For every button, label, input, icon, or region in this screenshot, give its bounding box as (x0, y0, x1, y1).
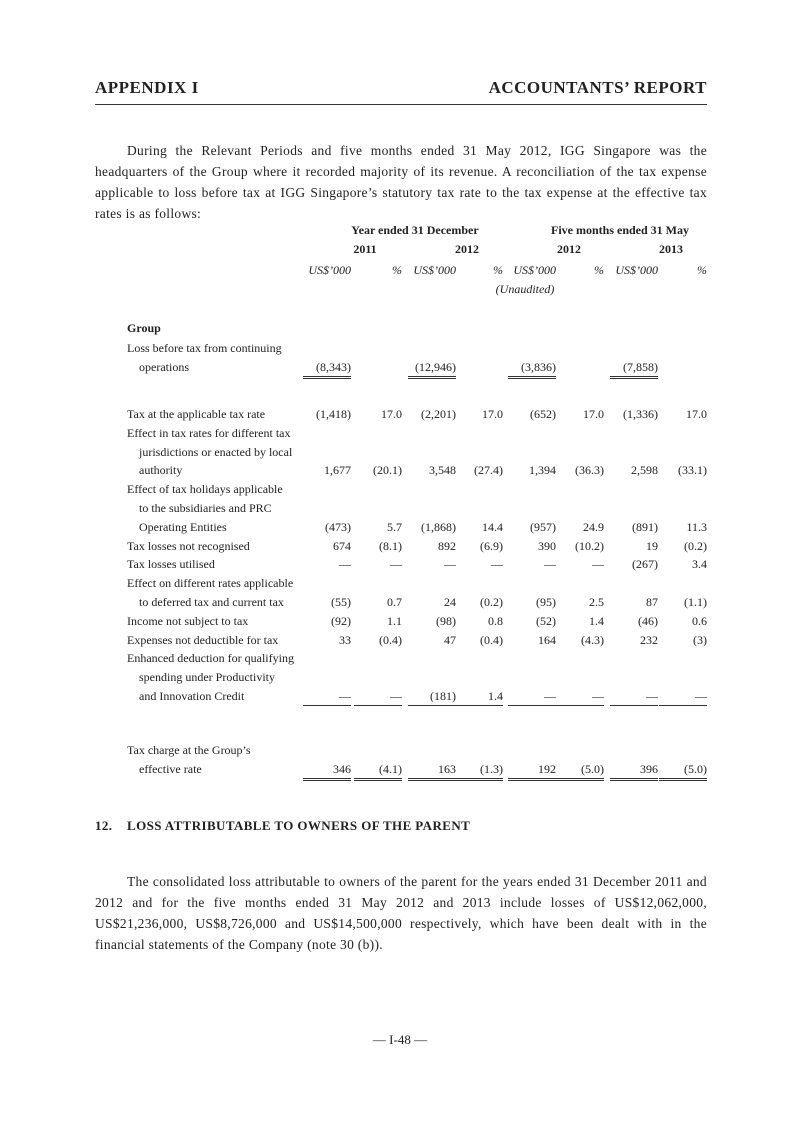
row-label: Loss before tax from continuing (127, 341, 282, 355)
row-value: 1,677 (324, 463, 351, 478)
header-unit: % (493, 263, 503, 277)
row-value: (891) (632, 519, 658, 534)
row-value: 14.4 (482, 519, 503, 534)
row-value: — (491, 557, 503, 572)
row-value: (1,418) (316, 407, 351, 421)
loss-value: (8,343) (303, 359, 351, 379)
total-value: (5.0) (556, 761, 604, 781)
row-value: (0.2) (480, 595, 503, 609)
row-value: 390 (538, 538, 556, 553)
total-value: 396 (610, 761, 658, 781)
row-label: spending under Productivity (139, 670, 275, 685)
row-value: 0.6 (692, 613, 707, 628)
row-value: (6.9) (480, 538, 503, 553)
row-value: — (354, 688, 402, 706)
row-value: 892 (438, 538, 456, 553)
row-value: (1,868) (421, 519, 456, 534)
total-label: Tax charge at the Group’s (127, 743, 251, 757)
row-value: (473) (325, 519, 351, 534)
row-value: 2,598 (631, 463, 658, 478)
row-label: to deferred tax and current tax (139, 595, 284, 609)
section-title: LOSS ATTRIBUTABLE TO OWNERS OF THE PARENT (127, 818, 471, 833)
row-value: (3) (693, 632, 707, 647)
header-year-ended: Year ended 31 December (351, 223, 479, 237)
row-value: 24 (444, 595, 456, 609)
row-value: (4.3) (581, 632, 604, 647)
row-value: 11.3 (686, 519, 707, 534)
row-label: authority (139, 463, 183, 478)
total-value: (1.3) (455, 761, 503, 781)
row-value: 0.8 (488, 613, 503, 628)
row-label: Operating Entities (139, 519, 227, 534)
row-value: (20.1) (373, 463, 402, 478)
row-value: — (610, 688, 658, 706)
row-value: 3,548 (429, 463, 456, 478)
row-value: (652) (530, 407, 556, 421)
row-value: (267) (632, 557, 658, 572)
row-value: 19 (646, 538, 658, 553)
row-value: — (592, 557, 604, 572)
row-value: — (339, 557, 351, 572)
row-value: — (556, 688, 604, 706)
row-label: jurisdictions or enacted by local (139, 444, 293, 459)
row-label: Tax losses not recognised (127, 538, 250, 553)
loss-value: (3,836) (508, 359, 556, 379)
loss-value: (7,858) (610, 359, 658, 379)
row-value: 164 (538, 632, 556, 647)
row-label: Effect of tax holidays applicable (127, 482, 283, 497)
row-value: 0.7 (387, 595, 402, 609)
row-value: 24.9 (583, 519, 604, 534)
row-label: and Innovation Credit (139, 689, 245, 703)
row-value: 674 (333, 538, 351, 553)
row-value: (46) (638, 613, 658, 628)
header-unit: % (594, 263, 604, 277)
row-value: 17.0 (686, 407, 707, 421)
row-value: 1.1 (387, 613, 402, 628)
row-value: (95) (536, 595, 556, 609)
row-value: (27.4) (474, 463, 503, 478)
header-unaudited: (Unaudited) (495, 282, 555, 296)
header-year: 2013 (659, 242, 683, 256)
header-unit: % (392, 263, 402, 277)
row-label: Tax at the applicable tax rate (127, 407, 266, 421)
row-value: (98) (436, 613, 456, 628)
row-value: 33 (339, 632, 351, 647)
row-value: 1.4 (455, 688, 503, 706)
row-label: Income not subject to tax (127, 613, 249, 628)
header-unit: US$’000 (513, 263, 556, 277)
row-value: 2.5 (589, 595, 604, 609)
row-value: (0.4) (480, 632, 503, 647)
row-value: — (303, 688, 351, 706)
section-heading (95, 818, 470, 834)
header-unit: US$’000 (615, 263, 658, 277)
row-value: (92) (331, 613, 351, 628)
row-value: (33.1) (678, 463, 707, 478)
row-value: (0.4) (379, 632, 402, 647)
row-value: 232 (640, 632, 658, 647)
row-value: 1.4 (589, 613, 604, 628)
row-value: 1,394 (529, 463, 556, 478)
row-value: — (508, 688, 556, 706)
header-unit: US$’000 (413, 263, 456, 277)
row-value: (52) (536, 613, 556, 628)
total-value: (5.0) (659, 761, 707, 781)
group-label: Group (127, 321, 161, 335)
row-value: (0.2) (684, 538, 707, 553)
total-value: 163 (408, 761, 456, 781)
row-label: Enhanced deduction for qualifying (127, 651, 294, 666)
page-header (95, 78, 707, 105)
header-year: 2012 (557, 242, 581, 256)
total-value: 346 (303, 761, 351, 781)
section-number: 12. (95, 818, 113, 833)
row-value: (8.1) (379, 538, 402, 553)
total-label: effective rate (139, 761, 202, 776)
row-value: (10.2) (575, 538, 604, 553)
appendix-label: APPENDIX I (95, 78, 199, 97)
row-value: (1.1) (684, 595, 707, 609)
page-number: — I-48 — (372, 1032, 428, 1047)
row-value: 87 (646, 595, 658, 609)
row-label: Effect on different rates applicable (127, 576, 294, 591)
row-value: — (659, 688, 707, 706)
header-year: 2011 (353, 242, 377, 256)
report-title: ACCOUNTANTS’ REPORT (488, 78, 707, 97)
total-value: 192 (508, 761, 556, 781)
row-value: 17.0 (583, 407, 604, 421)
row-value: 17.0 (482, 407, 503, 421)
row-label: Expenses not deductible for tax (127, 632, 279, 647)
intro-paragraph: During the Relevant Periods and five months ended 31 May 2012, IGG Singapore was the headquarters of the Group where it recorded majority of its revenue. A reconciliation of the tax expense applicable to loss before tax at IGG Singapore’s statutory tax rate to the tax expense at the effective tax rates is as follows: (95, 142, 707, 222)
row-value: (2,201) (421, 407, 456, 421)
row-label: operations (139, 360, 189, 374)
header-unit: US$’000 (308, 263, 351, 277)
section-paragraph: The consolidated loss attributable to owners of the parent for the years ended 31 December 2011 and 2012 and for the five months ended 31 May 2012 and 2013 include losses of US$12,062,000, US$21,236,000, US$8,726,000 and US$14,500,000 respectively, which have been dealt with in the financial statements of the Company (note 30 (b)). (95, 873, 707, 953)
row-value: 5.7 (387, 519, 402, 534)
row-value: (36.3) (575, 463, 604, 478)
row-value: — (444, 557, 456, 572)
row-value: 47 (444, 632, 456, 647)
row-value: (55) (331, 595, 351, 609)
row-value: (1,336) (623, 407, 658, 421)
row-value: 3.4 (692, 557, 707, 572)
row-label: Effect in tax rates for different tax (127, 425, 291, 440)
total-value: (4.1) (354, 761, 402, 781)
loss-value: (12,946) (408, 359, 456, 379)
row-value: 17.0 (381, 407, 402, 421)
row-value: (181) (408, 688, 456, 706)
row-label: Tax losses utilised (127, 557, 215, 572)
row-label: to the subsidiaries and PRC (139, 501, 272, 515)
header-five-months: Five months ended 31 May (551, 223, 689, 237)
header-year: 2012 (455, 242, 479, 256)
header-unit: % (697, 263, 707, 277)
row-value: (957) (530, 519, 556, 534)
row-value: — (390, 557, 402, 572)
row-value: — (544, 557, 556, 572)
